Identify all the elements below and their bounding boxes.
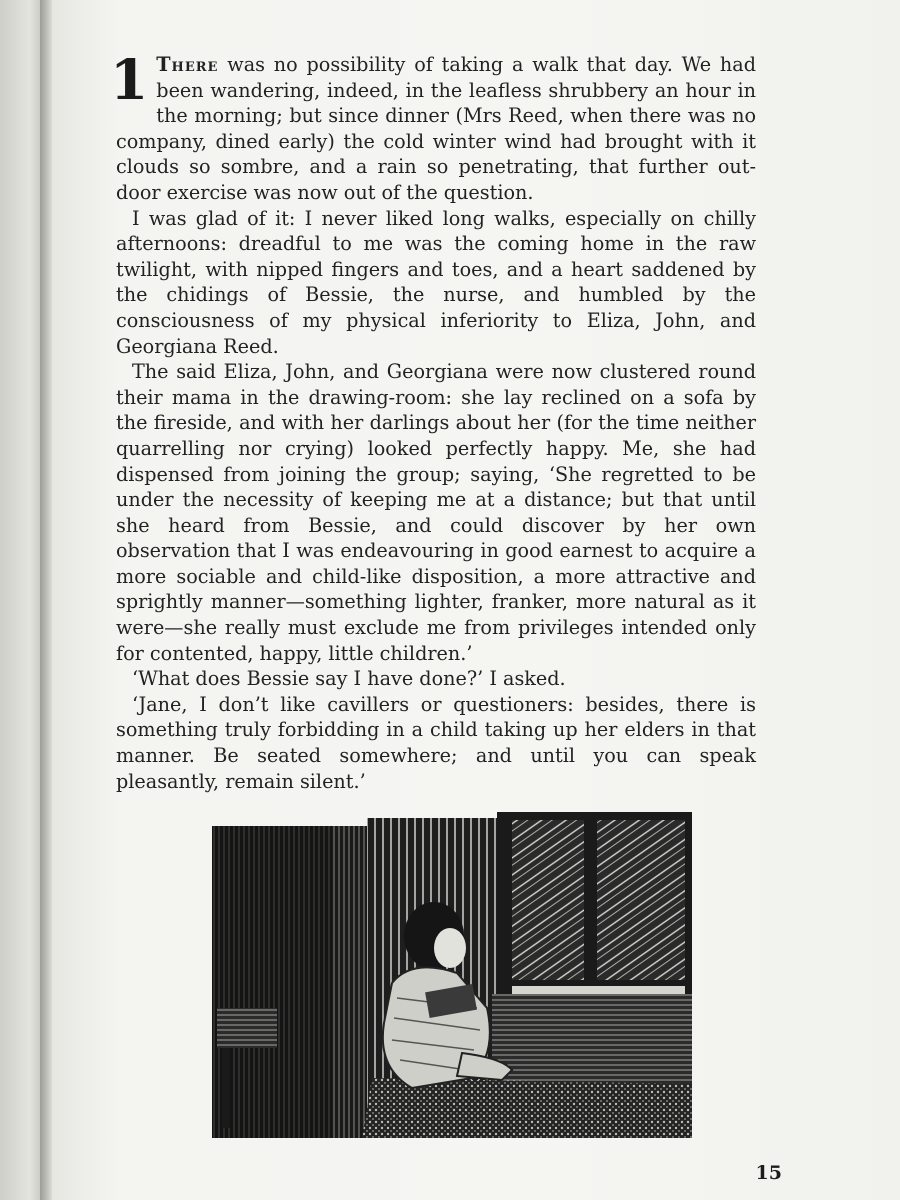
girl-reading-by-window-engraving [212,808,692,1138]
chapter-number: 1 [110,47,149,112]
wood-engraving-illustration [212,808,692,1138]
paragraph-1-text: was no possibility of taking a walk that day. We had been wandering, indeed, in the leafless shrubbery an hour in the morning; but since dinner (Mrs Reed, when there was no company, dined early) the cold winter wind had brought with it clouds so sombre, and a rain so penetrating, that further out-door exercise was now out of the question. [116,53,756,204]
paragraph-4: ‘What does Bessie say I have done?’ I asked. [132,667,566,691]
page-number: 15 [755,1162,782,1184]
paragraph-2: I was glad of it: I never liked long walks, especially on chilly afternoons: dreadful to me was the coming home in the raw twilight, with nipped fingers and toes, and a heart saddened by the chidings of Bessie, the nurse, and humbled by the consciousness of my physical inferiority to Eliza, John, and Georgiana Reed. [116,206,756,358]
paragraph-5: ‘Jane, I don’t like cavillers or questioners: besides, there is something truly forbidding in a child taking up her elders in that manner. Be seated somewhere; and until you can speak pleasantly, remain silent.’ [116,692,756,793]
opening-word: There [156,53,219,76]
paragraph-1 [110,47,756,206]
chapter-text [110,47,756,794]
left-page-edge [0,0,42,1200]
paragraph-3: The said Eliza, John, and Georgiana were now clustered round their mama in the drawing-room: she lay reclined on a sofa by the fireside, and with her darlings about her (for the time neither quarrelling nor crying) looked perfectly happy. Me, she had dispensed from joining the group; saying, ‘She regretted to be under the necessity of keeping me at a distance; but that until she heard from Bessie, and could discover by her own observation that I was endeavouring in good earnest to acquire a more sociable and child-like disposition, a more attractive and sprightly manner—something lighter, franker, more natural as it were—she really must exclude me from privileges intended only for contented, happy, little children.’ [116,360,756,665]
